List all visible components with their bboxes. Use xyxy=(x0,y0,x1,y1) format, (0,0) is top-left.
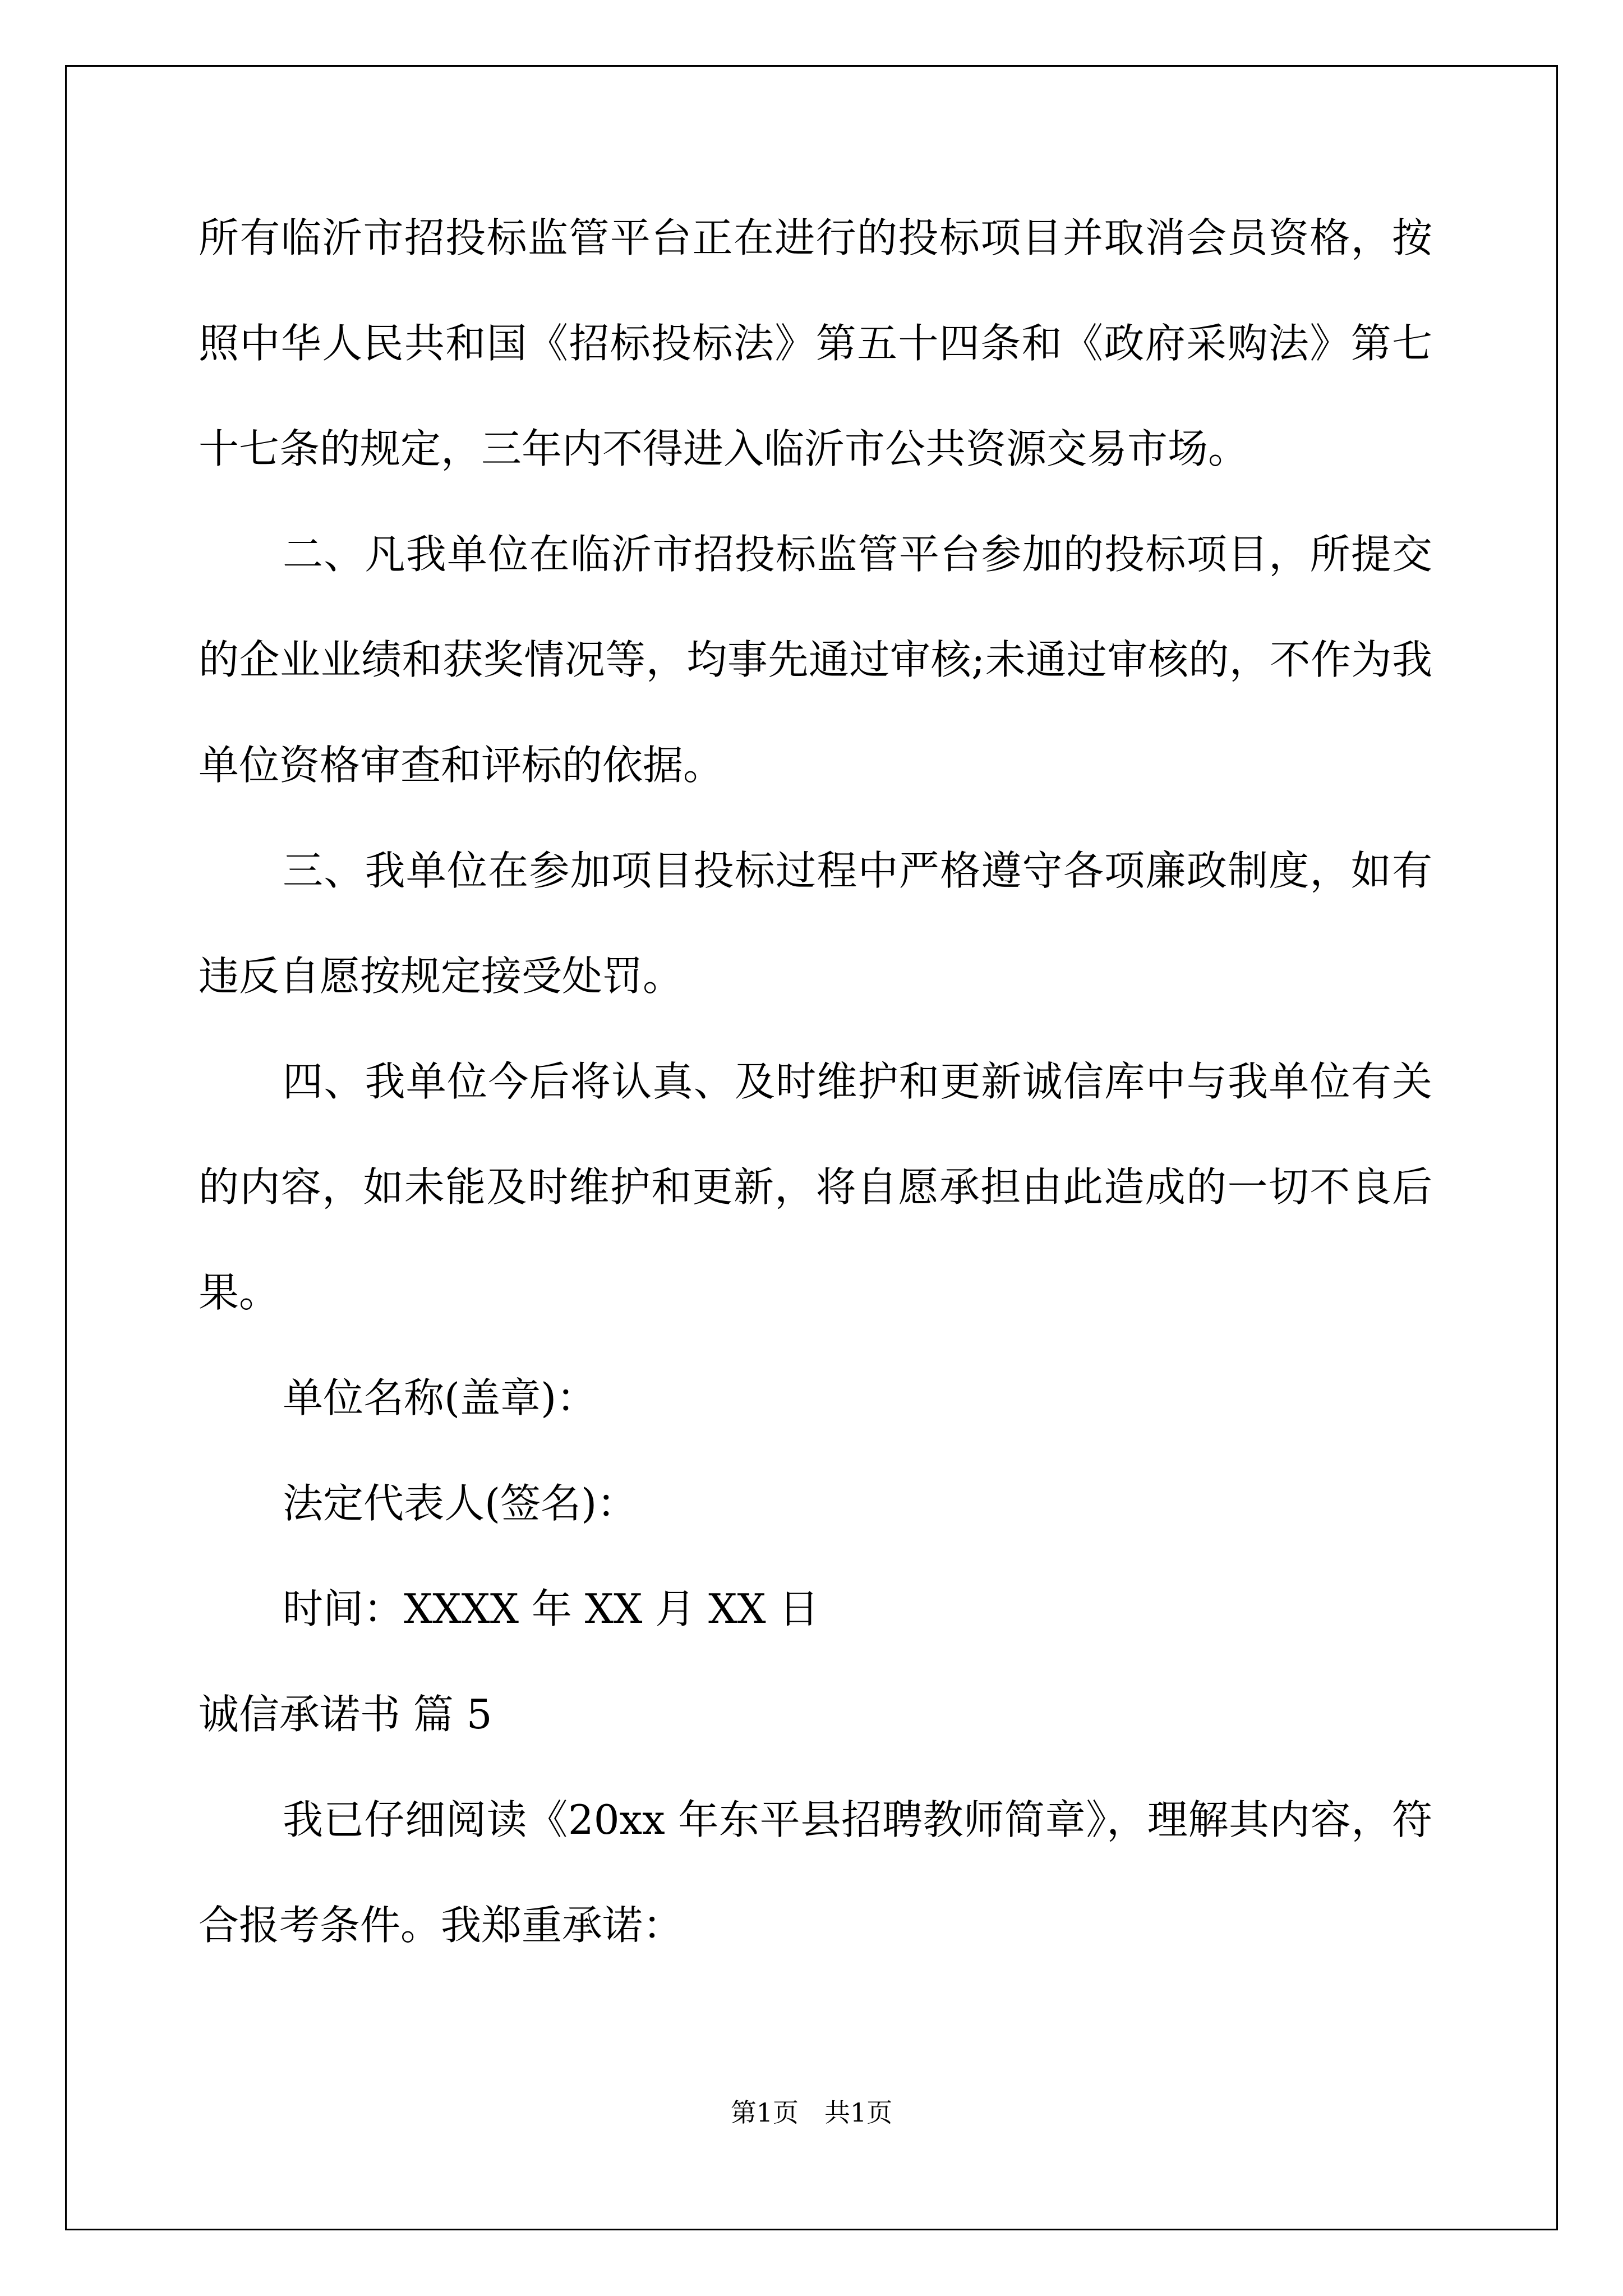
document-body xyxy=(199,185,1432,1978)
paragraph: 四、我单位今后将认真、及时维护和更新诚信库中与我单位有关的内容，如未能及时维护和更新，将自愿承担由此造成的一切不良后果。 xyxy=(199,1058,1432,1316)
paragraph: 二、凡我单位在临沂市招投标监管平台参加的投标项目，所提交的企业业绩和获奖情况等，均事先通过审核;未通过审核的，不作为我单位资格审查和评标的依据。 xyxy=(199,531,1432,789)
paragraph: 三、我单位在参加项目投标过程中严格遵守各项廉政制度，如有违反自愿按规定接受处罚。 xyxy=(199,847,1432,1000)
date-line: 时间：XXXX 年 XX 月 XX 日 xyxy=(283,1585,819,1632)
unit-name-line: 单位名称(盖章)： xyxy=(283,1374,597,1421)
section-title: 诚信承诺书 篇 5 xyxy=(199,1691,492,1738)
page-footer: 第1页 共1页 xyxy=(730,2097,893,2128)
legal-representative-line: 法定代表人(签名)： xyxy=(283,1480,638,1527)
paragraph: 我已仔细阅读《20xx 年东平县招聘教师简章》，理解其内容，符合报考条件。我郑重承诺： xyxy=(199,1796,1432,1949)
paragraph: 所有临沂市招投标监管平台正在进行的投标项目并取消会员资格，按照中华人民共和国《招标投标法》第五十四条和《政府采购法》第七十七条的规定，三年内不得进入临沂市公共资源交易市场。 xyxy=(199,214,1432,472)
